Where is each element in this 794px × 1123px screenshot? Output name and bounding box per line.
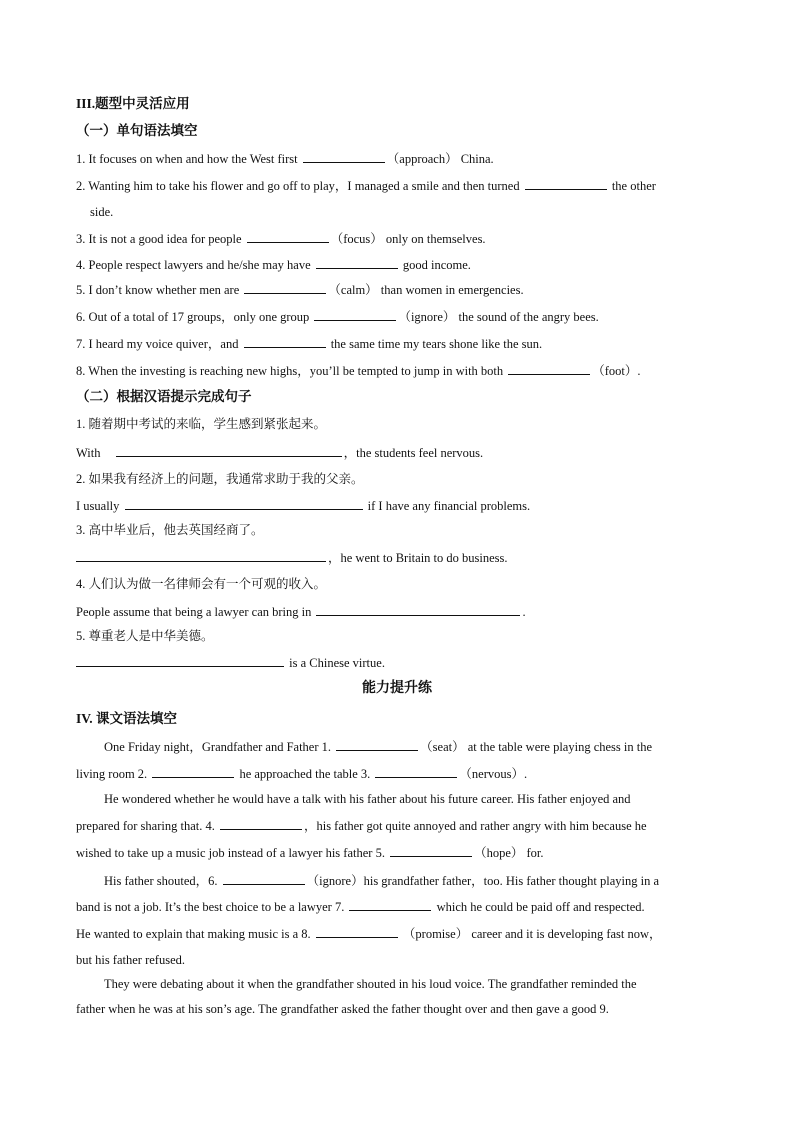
section-4-title: IV. 课文语法填空 bbox=[76, 711, 178, 726]
question-3: 3. It is not a good idea for people （focus） only on themselves. bbox=[76, 232, 486, 246]
passage-line: band is not a job. It’s the best choice to be a lawyer 7. which he could be paid off and respected. bbox=[76, 900, 645, 914]
answer-blank-3[interactable] bbox=[375, 765, 457, 778]
answer-blank[interactable] bbox=[525, 177, 607, 190]
answer-blank[interactable] bbox=[316, 256, 398, 269]
question-2-continued: side. bbox=[90, 205, 114, 219]
passage-line: He wanted to explain that making music is a 8. （promise） career and it is developing fast now， bbox=[76, 927, 662, 941]
section-4-heading: 能力提升练 bbox=[362, 681, 432, 696]
passage-line: prepared for sharing that. 4. ，his father got quite annoyed and rather angry with him because he bbox=[76, 819, 647, 833]
part-2-title: （二）根据汉语提示完成句子 bbox=[76, 389, 252, 404]
answer-blank-1[interactable] bbox=[336, 738, 418, 751]
translation-5-prompt: 5. 尊重老人是中华美德。 bbox=[76, 629, 214, 643]
answer-blank[interactable] bbox=[116, 444, 342, 457]
translation-1-prompt: 1. 随着期中考试的来临，学生感到紧张起来。 bbox=[76, 417, 327, 431]
translation-5: is a Chinese virtue. bbox=[76, 654, 385, 671]
answer-blank-4[interactable] bbox=[220, 817, 302, 830]
question-5: 5. I don’t know whether men are （calm） than women in emergencies. bbox=[76, 283, 524, 297]
answer-blank[interactable] bbox=[247, 230, 329, 243]
translation-1: With ，the students feel nervous. bbox=[76, 446, 484, 460]
answer-blank-8[interactable] bbox=[316, 925, 398, 938]
answer-blank[interactable] bbox=[125, 497, 363, 510]
translation-2-prompt: 2. 如果我有经济上的问题，我通常求助于我的父亲。 bbox=[76, 472, 364, 486]
question-4: 4. People respect lawyers and he/she may have good income. bbox=[76, 258, 471, 272]
translation-4-prompt: 4. 人们认为做一名律师会有一个可观的收入。 bbox=[76, 577, 327, 591]
answer-blank[interactable] bbox=[314, 308, 396, 321]
part-1-title: （一）单句语法填空 bbox=[76, 123, 198, 138]
translation-2: I usually if I have any financial problems. bbox=[76, 499, 531, 513]
answer-blank[interactable] bbox=[508, 362, 590, 375]
translation-3: ，he went to Britain to do business. bbox=[76, 549, 508, 566]
answer-blank-7[interactable] bbox=[349, 898, 431, 911]
passage-line: living room 2. he approached the table 3. （nervous）. bbox=[76, 767, 528, 781]
answer-blank[interactable] bbox=[316, 603, 520, 616]
passage-line: but his father refused. bbox=[76, 953, 185, 967]
passage-line: He wondered whether he would have a talk with his father about his future career. His father enjoyed and bbox=[104, 792, 631, 806]
answer-blank[interactable] bbox=[303, 150, 385, 163]
answer-blank-6[interactable] bbox=[223, 872, 305, 885]
answer-blank-5[interactable] bbox=[390, 844, 472, 857]
passage-line: They were debating about it when the grandfather shouted in his loud voice. The grandfather reminded the bbox=[104, 977, 637, 991]
question-7: 7. I heard my voice quiver，and the same time my tears shone like the sun. bbox=[76, 337, 543, 351]
question-1: 1. It focuses on when and how the West first （approach） China. bbox=[76, 152, 494, 166]
passage-line: One Friday night，Grandfather and Father 1. （seat） at the table were playing chess in the bbox=[104, 740, 653, 754]
answer-blank[interactable] bbox=[244, 281, 326, 294]
section-3-title: III.题型中灵活应用 bbox=[76, 96, 190, 111]
answer-blank[interactable] bbox=[244, 335, 326, 348]
translation-4: People assume that being a lawyer can bring in . bbox=[76, 605, 526, 619]
question-6: 6. Out of a total of 17 groups，only one group （ignore） the sound of the angry bees. bbox=[76, 310, 599, 324]
question-8: 8. When the investing is reaching new highs，you’ll be tempted to jump in with both （foot）. bbox=[76, 364, 641, 378]
passage-line: His father shouted，6. （ignore）his grandfather father，too. His father thought playing in a bbox=[104, 874, 659, 888]
passage-line: wished to take up a music job instead of a lawyer his father 5. （hope） for. bbox=[76, 846, 544, 860]
answer-blank[interactable] bbox=[76, 654, 284, 667]
passage-line: father when he was at his son’s age. The grandfather asked the father thought over and then gave a good 9. bbox=[76, 1002, 609, 1016]
answer-blank-2[interactable] bbox=[152, 765, 234, 778]
answer-blank[interactable] bbox=[76, 549, 326, 562]
translation-3-prompt: 3. 高中毕业后，他去英国经商了。 bbox=[76, 523, 264, 537]
question-2: 2. Wanting him to take his flower and go off to play，I managed a smile and then turned the other bbox=[76, 179, 656, 193]
